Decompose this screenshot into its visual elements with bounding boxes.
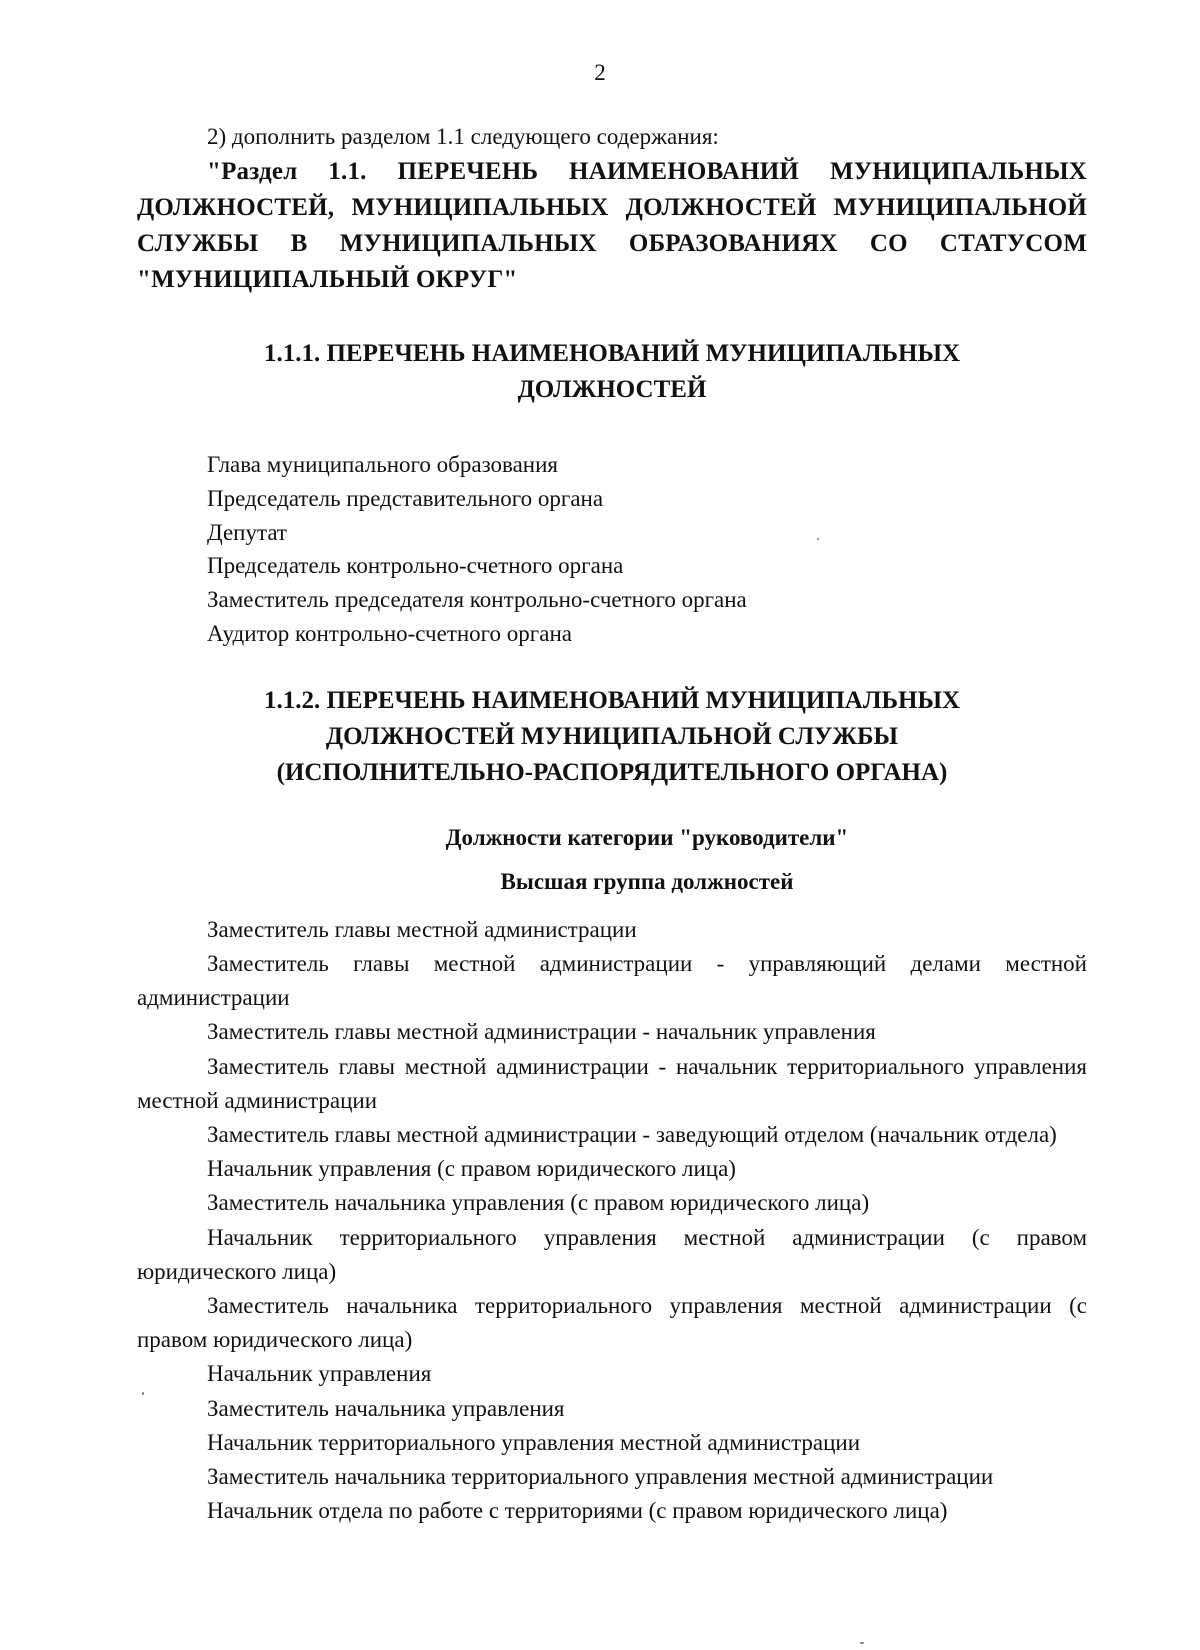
scan-speck [142, 1392, 144, 1395]
list-item: Начальник территориального управления местной администрации (с правом юридического лица) [137, 1224, 1087, 1284]
subsection-1-1-1-title-line1: 1.1.1. ПЕРЕЧЕНЬ НАИМЕНОВАНИЙ МУНИЦИПАЛЬНЫХ [263, 340, 961, 367]
list-item: Заместитель главы местной администрации [207, 916, 637, 942]
subsection-1-1-1-title [177, 336, 1047, 408]
list-item: Начальник управления [207, 1361, 432, 1387]
scan-speck [860, 1642, 864, 1644]
subsection-1-1-1-title-line2: ДОЛЖНОСТЕЙ [517, 376, 707, 403]
list-item: Заместитель начальника территориального управления местной администрации (с правом юридического лица) [137, 1293, 1087, 1353]
list-item: Аудитор контрольно-счетного органа [207, 620, 572, 646]
list-item: Председатель контрольно-счетного органа [207, 553, 624, 579]
list-item: Заместитель главы местной администрации - начальник территориального управления местной администрации [137, 1053, 1087, 1113]
list-item: Заместитель главы местной администрации - управляющий делами местной администрации [137, 950, 1087, 1011]
subsection-1-1-2-title [177, 683, 1047, 791]
list-item: Глава муниципального образования [207, 452, 558, 477]
list-item: Начальник территориального управления местной администрации [207, 1429, 861, 1455]
page-number: 2 [594, 60, 606, 85]
list-item: Председатель представительного органа [207, 485, 604, 511]
list-item: Заместитель председателя контрольно-счетного органа [207, 587, 747, 613]
list-item: Начальник управления (с правом юридического лица) [207, 1156, 736, 1182]
list-item: Депутат [207, 519, 287, 545]
service-positions-list [137, 913, 1087, 1529]
intro-line: 2) дополнить разделом 1.1 следующего содержания: [207, 124, 719, 149]
document-body [137, 120, 1087, 1528]
municipal-positions-list [207, 448, 1087, 651]
subsection-1-1-2-title-line1: 1.1.2. ПЕРЕЧЕНЬ НАИМЕНОВАНИЙ МУНИЦИПАЛЬНЫХ [263, 686, 961, 714]
list-item: Заместитель начальника управления (с правом юридического лица) [207, 1190, 870, 1216]
section-title: "Раздел 1.1. ПЕРЕЧЕНЬ НАИМЕНОВАНИЙ МУНИЦИПАЛЬНЫХ ДОЛЖНОСТЕЙ, МУНИЦИПАЛЬНЫХ ДОЛЖНОСТЕЙ МУНИЦИПАЛЬНОЙ СЛУЖБЫ В МУНИЦИПАЛЬНЫХ ОБРАЗОВАНИЯХ СО СТАТУСОМ "МУНИЦИПАЛЬНЫЙ ОКРУГ" [137, 158, 1087, 293]
list-item: Начальник отдела по работе с территориями (с правом юридического лица) [207, 1498, 948, 1524]
list-item: Заместитель начальника территориального управления местной администрации [207, 1464, 994, 1490]
list-item: Заместитель главы местной администрации - заведующий отделом (начальник отдела) [207, 1122, 1057, 1147]
list-item: Заместитель главы местной администрации - начальник управления [207, 1019, 876, 1045]
subsection-1-1-2-title-line3: (ИСПОЛНИТЕЛЬНО-РАСПОРЯДИТЕЛЬНОГО ОРГАНА) [276, 758, 948, 786]
group-title: Высшая группа должностей [500, 868, 794, 894]
category-title: Должности категории "руководители" [445, 824, 849, 850]
subsection-1-1-2-title-line2: ДОЛЖНОСТЕЙ МУНИЦИПАЛЬНОЙ СЛУЖБЫ [325, 722, 899, 750]
list-item: Заместитель начальника управления [207, 1395, 565, 1421]
scan-speck [817, 538, 819, 540]
